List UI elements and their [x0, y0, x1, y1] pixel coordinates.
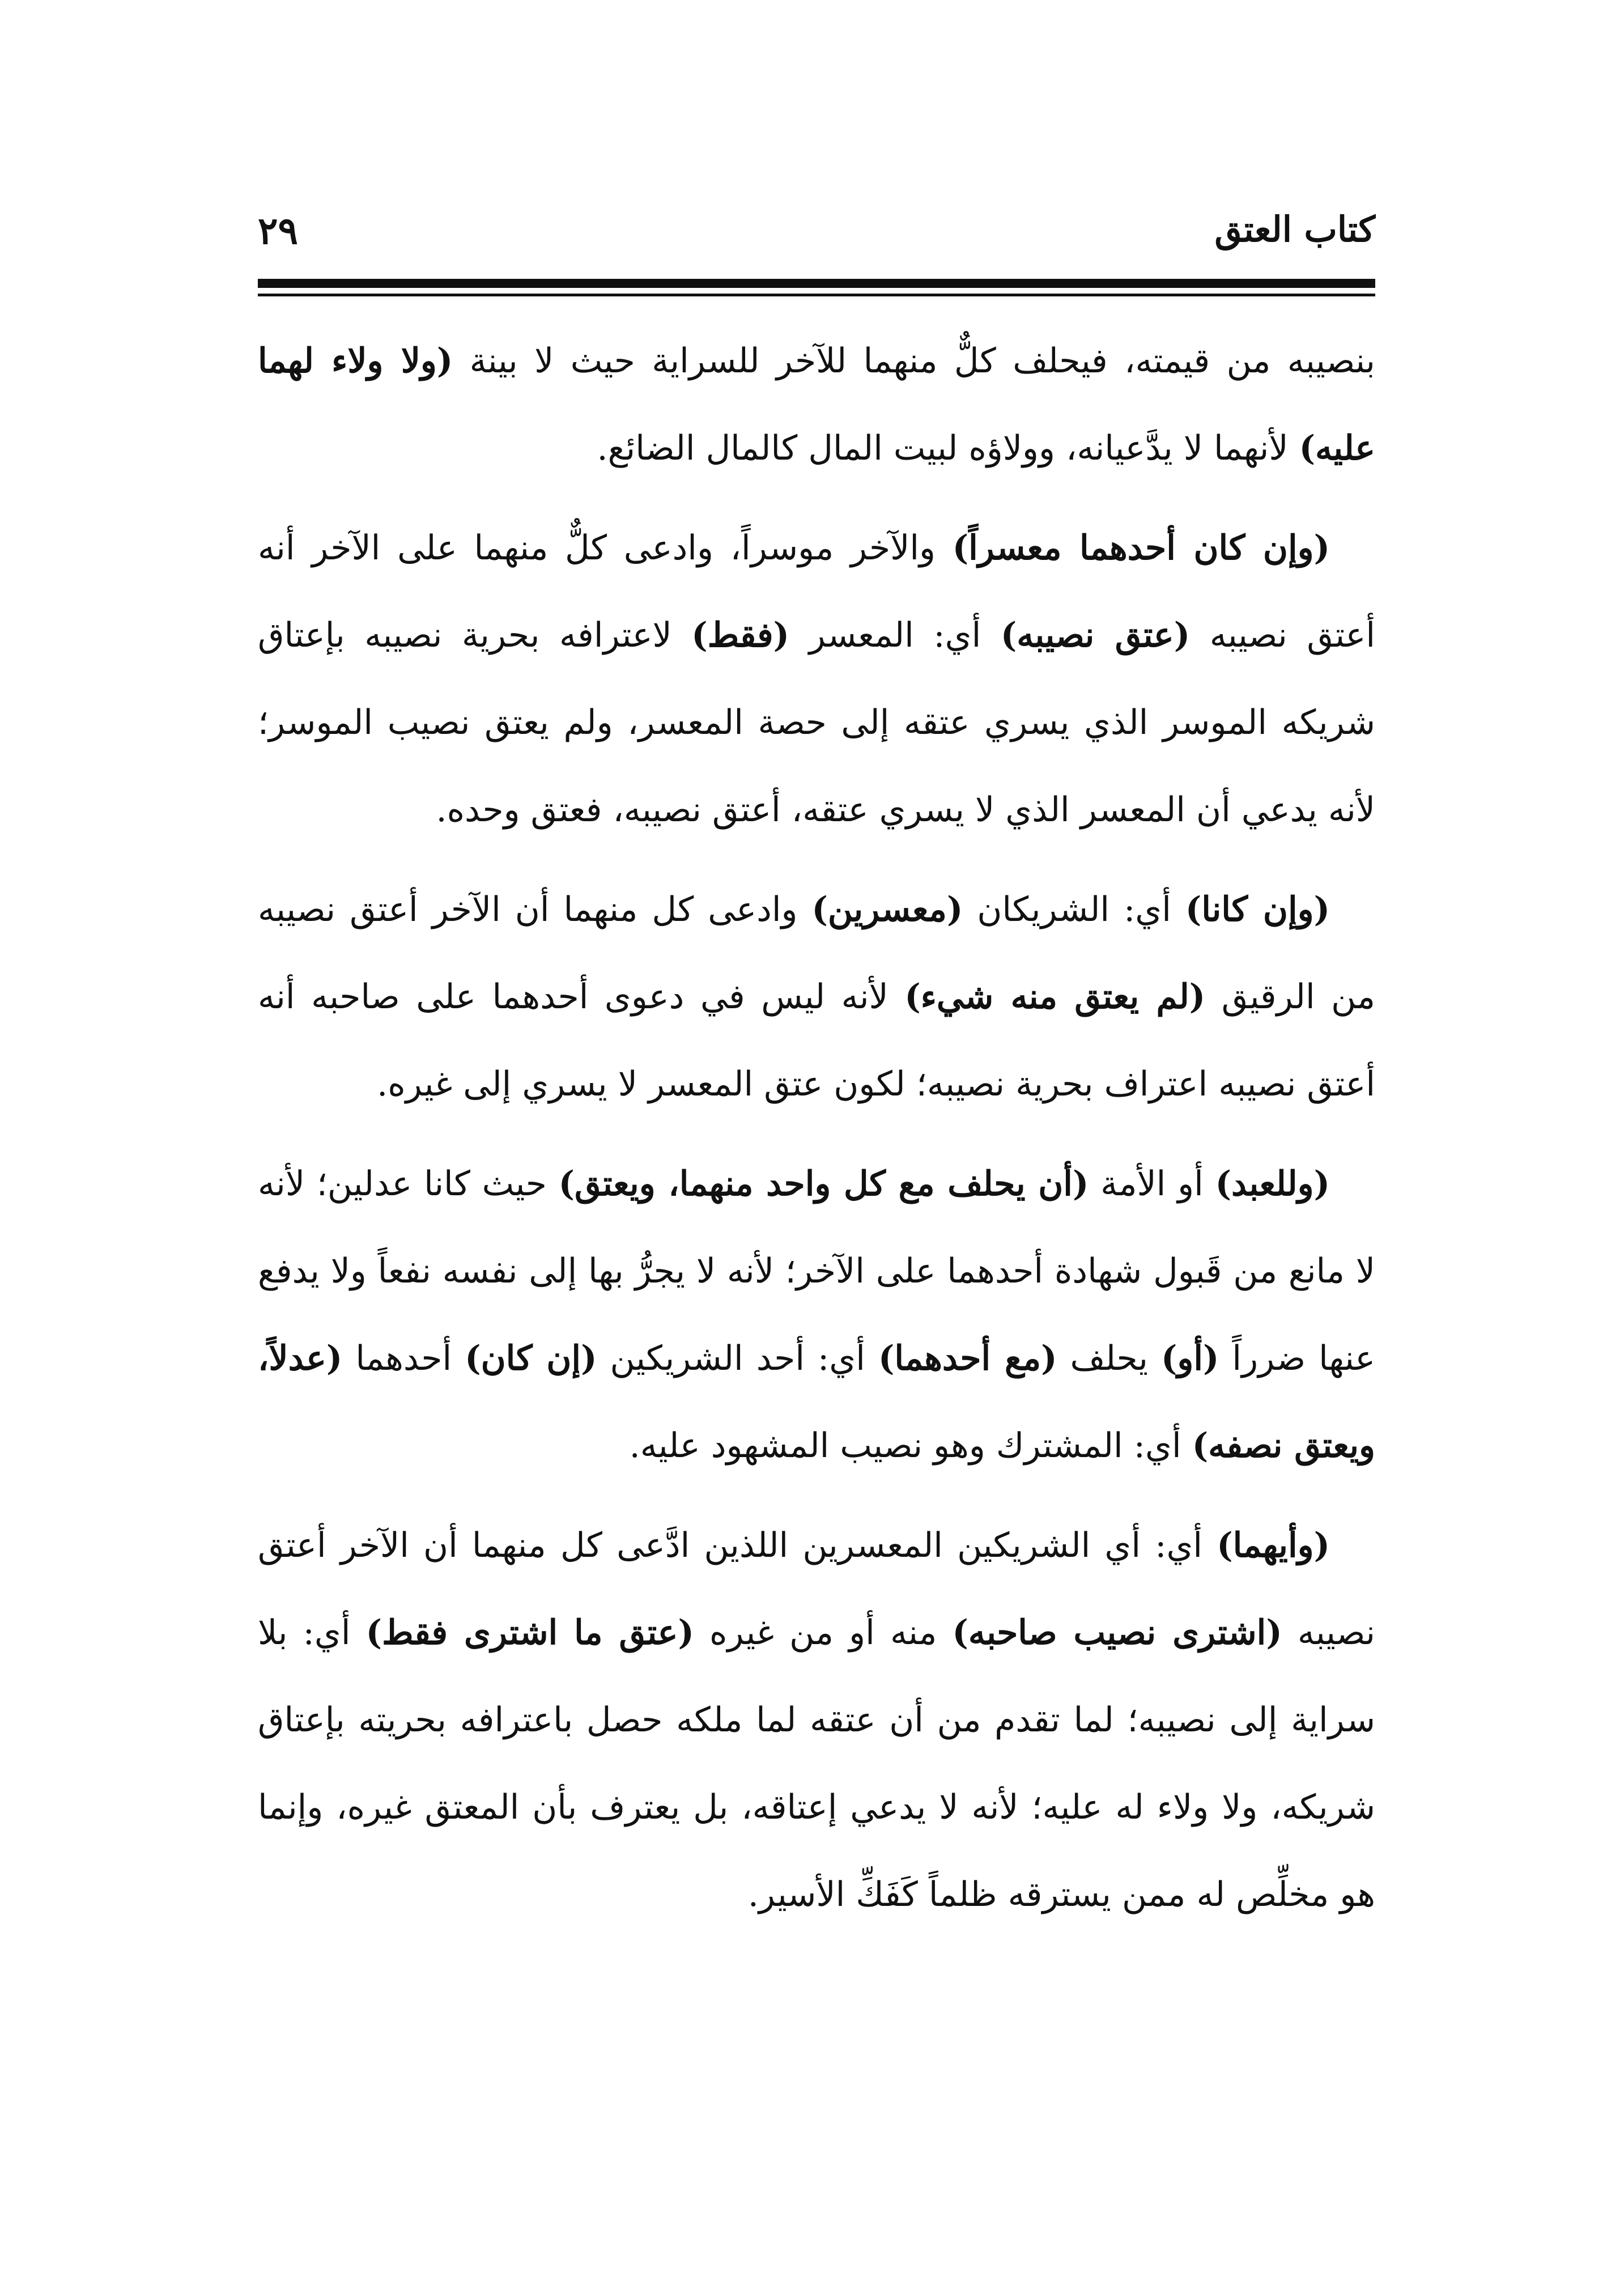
header-rule-thick [258, 279, 1375, 288]
commentary-text: أي: أحد الشريكين [597, 1339, 878, 1378]
commentary-text: وادعى كل منهما أن الآخر أعتق نصيبه من الرقيق [258, 890, 1375, 1017]
matn-bold-text: (أن يحلف مع كل واحد منهما، ويعتق) [558, 1164, 1089, 1204]
matn-bold-text: (وللعبد) [1215, 1164, 1330, 1204]
commentary-text: يحلف [1057, 1339, 1161, 1378]
matn-bold-text: (مع أحدهما) [878, 1339, 1057, 1378]
paragraph [258, 866, 1375, 1128]
page-header [258, 209, 1375, 271]
commentary-text: حيث كانا عدلين؛ لأنه لا مانع من قَبول شهادة أحدهما على الآخر؛ لأنه لا يجرُّ بها إلى نفسه نفعاً ولا يدفع عنها ضرراً [258, 1164, 1375, 1378]
matn-bold-text: (فقط) [691, 615, 790, 655]
matn-bold-text: (لم يعتق منه شيء) [904, 977, 1206, 1017]
matn-bold-text: (عتق ما اشترى فقط) [365, 1613, 694, 1653]
paragraph [258, 317, 1375, 492]
matn-bold-text: (أو) [1160, 1339, 1219, 1378]
commentary-text: أو الأمة [1089, 1164, 1215, 1204]
commentary-text: أي: الشريكان [963, 890, 1185, 929]
matn-bold-text: (وإن كانا) [1185, 890, 1330, 929]
page-body-text [258, 317, 1375, 1951]
matn-bold-text: (وإن كان أحدهما معسراً) [952, 528, 1330, 568]
commentary-text: منه أو من غيره [694, 1613, 953, 1653]
chapter-title: كتاب العتق [1214, 209, 1375, 250]
page-number: ٢٩ [258, 209, 298, 253]
matn-bold-text: (وأيهما) [1217, 1526, 1330, 1565]
matn-bold-text: (ولا ولاء لهما عليه) [258, 341, 1375, 468]
commentary-text: أي: المشترك وهو نصيب المشهود عليه. [629, 1426, 1192, 1466]
commentary-text: أي: أي الشريكين المعسرين اللذين ادَّعى كل منهما أن الآخر أعتق نصيبه [258, 1526, 1375, 1653]
paragraph [258, 1140, 1375, 1489]
matn-bold-text: (معسرين) [811, 890, 963, 929]
commentary-text: أحدهما [342, 1339, 465, 1378]
commentary-text: أي: بلا سراية إلى نصيبه؛ لما تقدم من أن عتقه لما ملكه حصل باعترافه بحريته بإعتاق شريكه، ولا ولاء له عليه؛ لأنه لا يدعي إعتاقه، بل يعترف بأن المعتق غيره، وإنما هو مخلِّص له ممن يسترقه ظلماً كَفَكِّ الأسير. [258, 1613, 1375, 1914]
commentary-text: لأنهما لا يدَّعيانه، وولاؤه لبيت المال كالمال الضائع. [597, 428, 1299, 468]
commentary-text: لاعترافه بحرية نصيبه بإعتاق شريكه الموسر الذي يسري عتقه إلى حصة المعسر، ولم يعتق نصيب الموسر؛ لأنه يدعي أن المعسر الذي لا يسري عتقه، أعتق نصيبه، فعتق وحده. [258, 615, 1375, 830]
commentary-text: لأنه ليس في دعوى أحدهما على صاحبه أنه أعتق نصيبه اعتراف بحرية نصيبه؛ لكون عتق المعسر لا يسري إلى غيره. [258, 977, 1375, 1104]
paragraph [258, 504, 1375, 853]
matn-bold-text: (اشترى نصيب صاحبه) [952, 1613, 1282, 1653]
commentary-text: بنصيبه من قيمته، فيحلف كلٌّ منهما للآخر للسراية حيث لا بينة [453, 341, 1376, 381]
commentary-text: والآخر موسراً، وادعى كلٌّ منهما على الآخر أنه أعتق نصيبه [258, 528, 1375, 655]
matn-bold-text: (عدلاً، ويعتق نصفه) [258, 1339, 1375, 1466]
matn-bold-text: (عتق نصيبه) [1000, 615, 1191, 655]
paragraph [258, 1502, 1375, 1938]
matn-bold-text: (إن كان) [465, 1339, 597, 1378]
commentary-text: أي: المعسر [789, 615, 1001, 655]
header-rule-thin [258, 294, 1375, 296]
